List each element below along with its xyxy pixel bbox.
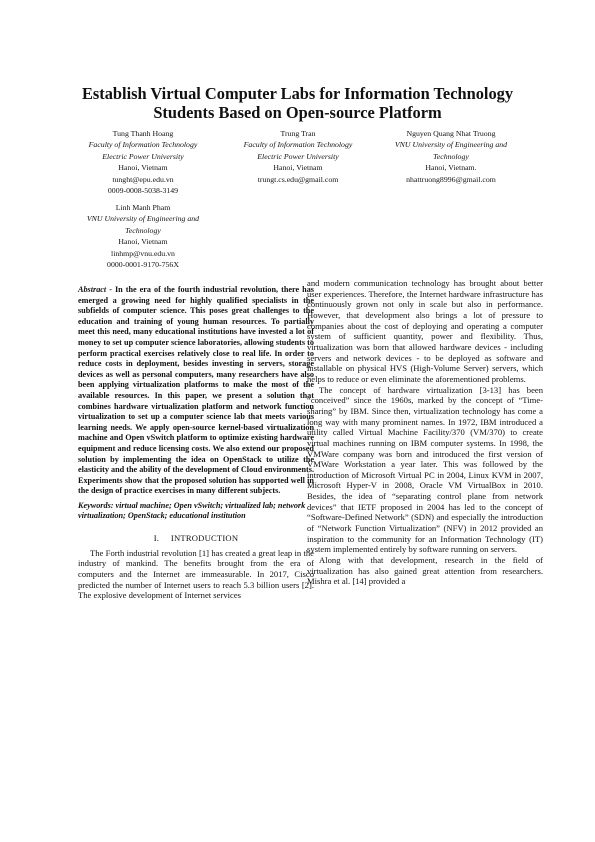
author-orcid: 0009-0008-5038-3149 [107,186,179,196]
intro-paragraph-2: The concept of hardware virtualization [3-13] has been “conceived” since the 1960s, marked by the concept of “Time-sharing” by IBM. Since then, virtualization technology has come a long way with many prominent names. In 1972, IBM introduced a utility called Virtual Machine Facility/370 (VM/370) to create virtual machines running on IBM computer systems. In 1998, the VMWare company was born and introduced the first version of VMWare Workstation a year later. This was followed by the introduction of Microsoft Virtual PC in 2004, Linux KVM in 2007, Microsoft Hyper-V in 2008, Oracle VM VirtualBox in 2010. Besides, the idea of “separating control plane from network devices” that IETF proposed in 2004 has led to the concept of “Software-Defined Network” (SDN) and especially the introduction of “Network Function Virtualization” (NFV) in 2012 provided an inspiration to the community for an Information Technology (IT) system implemented entirely by software running on servers. [307,384,543,555]
abstract-text: - In the era of the fourth industrial revolution, there has emerged a growing need for highly qualified specialists in the subfields of computer science. This poses great challenges to the education and training of young human resources. To partially meet this need, many educational institutions have invested a lot of money to set up computer science laboratories, allowing students to perform practical exercises relatively close to real life. In order to reduce costs in deployment, besides investing in servers, storage devices as well as personal computers, many researchers have also been applying virtualization platforms to make the most of the available resources. In this paper, we present a solution that combines hardware virtualization platform and network function virtualization to set up a computer science lab that meets various learning needs. We apply open-source kernel-based virtualization machine and Open vSwitch platform to optimize existing hardware equipment and reduce licensing costs. We also extend our proposed solution by implementing the idea on OpenStack to utilize the elasticity and the ability of the development of Cloud environments. Experiments show that the proposed solution has supported well in the design of practice exercises in many different subjects. [78,285,314,496]
author-affiliation: Electric Power University [257,151,339,161]
author-email: trungt.cs.edu@gmail.com [257,174,339,184]
author-affiliation: Technology [433,151,469,161]
paper-title [60,84,535,122]
author-affiliation: Faculty of Information Technology [88,140,198,150]
intro-paragraph-1: The Forth industrial revolution [1] has created a great leap in the industry of mankind. The benefits brought from the era of computers and the Internet are immeasurable. In 2017, Cisco predicted the number of Internet users to reach 5.3 billion users [2]. The explosive development of Internet services [78,547,314,601]
author-name: Linh Manh Pham [115,203,171,212]
author-orcid: 0000-0001-9170-756X [107,260,179,270]
title-line-2: Students Based on Open-source Platform [153,103,442,122]
author-affiliation: Electric Power University [102,151,184,161]
abstract [78,285,314,497]
author-city: Hanoi, Vietnam [118,237,168,247]
author-block-3 [376,128,526,185]
section-heading-introduction: I. INTRODUCTION [153,533,239,544]
author-name: Trung Tran [280,129,316,138]
right-column [307,278,543,587]
author-affiliation: Faculty of Information Technology [243,140,353,150]
author-name: Nguyen Quang Nhat Truong [406,129,496,138]
author-email: tunght@epu.edu.vn [112,174,174,184]
author-block-1 [68,128,218,196]
author-city: Hanoi, Vietnam. [425,163,477,173]
left-column [78,285,314,601]
author-name: Tung Thanh Hoang [112,129,174,138]
author-email: nhattruong8996@gmail.com [406,174,496,184]
author-affiliation: Technology [125,225,161,235]
author-affiliation: VNU University of Engineering and [394,140,508,150]
title-line-1: Establish Virtual Computer Labs for Information Technology [81,84,514,103]
author-city: Hanoi, Vietnam [273,163,323,173]
keywords: Keywords: virtual machine; Open vSwitch; virtualized lab; network virtualization; OpenStack; educational institution [78,500,306,521]
author-email: linhmp@vnu.edu.vn [111,248,175,258]
abstract-label: Abstract [78,285,107,294]
author-block-4 [68,202,218,270]
author-city: Hanoi, Vietnam [118,163,168,173]
intro-paragraph-continued: and modern communication technology has brought about better user experiences. Therefore, the Internet hardware infrastructure has continuously grown not only in scale but also in performance. However, that development also brings a lot of pressure to companies about the cost of deploying and operating a computer system of sufficient quantity, power and flexibility. Thus, virtualization was born that allowed hardware devices - including servers and network devices - to be deployed as software and installable on physical HVS (High-Volume Server) servers, which helps to reduce or even eliminate the aforementioned problems. [307,278,543,384]
author-affiliation: VNU University of Engineering and [86,214,200,224]
author-block-2 [223,128,373,185]
intro-paragraph-3: Along with that development, research in the field of virtualization has also gained great attention from researchers. Mishra et al. [14] provided a [307,555,543,587]
